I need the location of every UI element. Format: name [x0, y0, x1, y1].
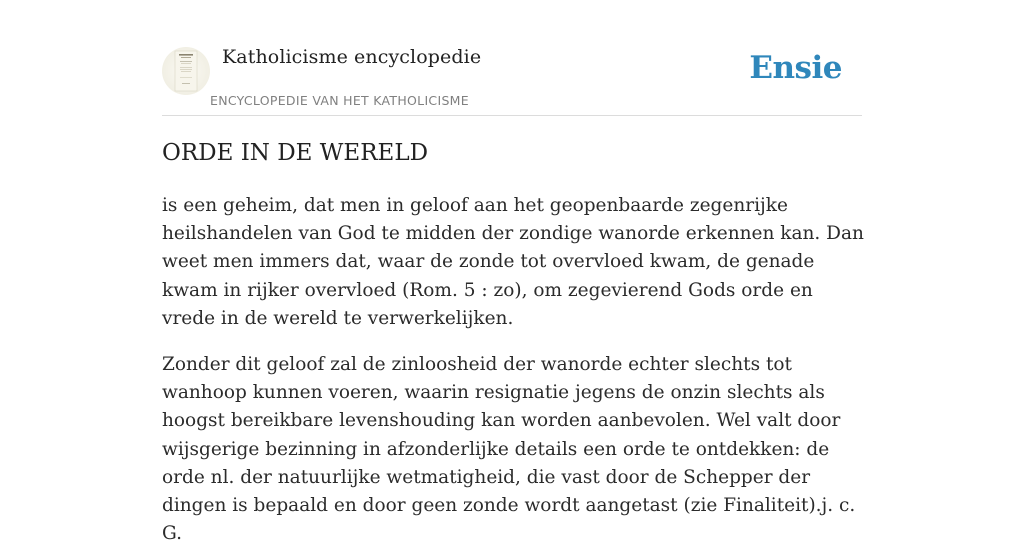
article-title: ORDE IN DE WERELD: [162, 140, 429, 166]
site-header: [162, 40, 862, 115]
article-paragraph-2: Zonder dit geloof zal de zinloosheid der wanorde echter slechts tot wanhoop kunnen voeren, waarin resignatie jegens de onzin slechts als hoogst bereikbare levenshouding kan worden aanbevolen. Wel valt door wijsgerige bezinning in afzonderlijke details een orde te ontdekken: de orde nl. der natuurlijke wetmatigheid, die vast door de Schepper der dingen is bepaald en door geen zonde wordt aangetast (zie Finaliteit).j. c. G.: [162, 354, 856, 545]
header-divider: [162, 115, 862, 116]
book-cover-icon[interactable]: [162, 47, 210, 95]
site-subtitle: ENCYCLOPEDIE VAN HET KATHOLICISME: [210, 93, 469, 108]
article-body: [162, 192, 867, 548]
site-title[interactable]: Katholicisme encyclopedie: [222, 46, 482, 68]
article-paragraph-1: is een geheim, dat men in geloof aan het geopenbaarde zegenrijke heilshandelen van God te midden der zondige wanorde erkennen kan. Dan weet men immers dat, waar de zonde tot overvloed kwam, de genade kwam in rijker overvloed (Rom. 5 : zo), om zegevierend Gods orde en vrede in de wereld te verwerkelijken.: [162, 195, 864, 329]
brand-logo[interactable]: Ensie: [749, 50, 842, 86]
